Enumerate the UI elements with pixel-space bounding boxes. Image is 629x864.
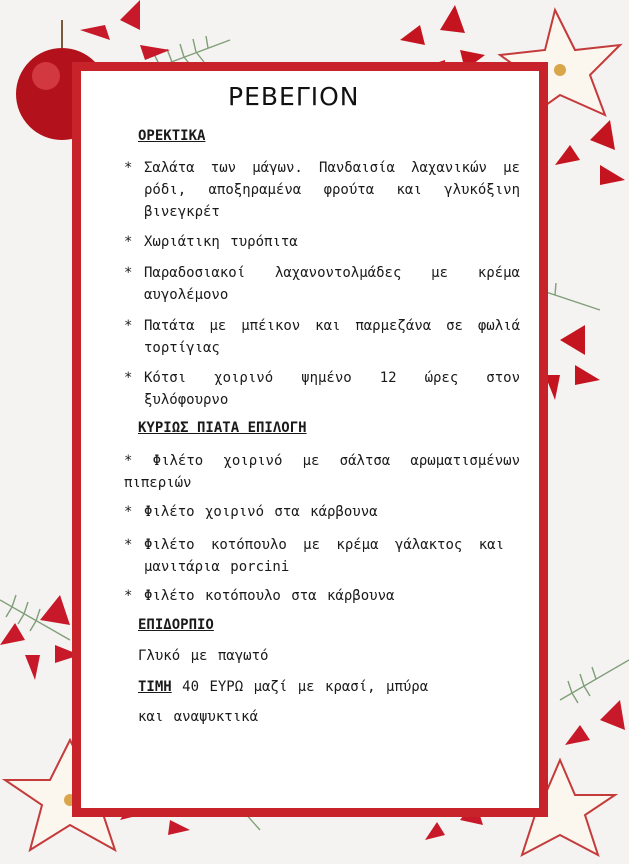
- appetizer-item: * Χωριάτικη τυρόπιτα: [124, 231, 520, 253]
- appetizer-item: * Σαλάτα των μάγων. Πανδαισία λαχανικών με ρόδι, αποξηραμένα φρούτα και γλυκόξινη βινεγκρέτ: [124, 157, 520, 223]
- mains-heading: ΚΥΡΙΩΣ ΠΙΑΤΑ ΕΠΙΛΟΓΗ: [138, 420, 307, 436]
- appetizer-item: * Παραδοσιακοί λαχανοντολμάδες με κρέμα αυγολέμονο: [124, 262, 520, 306]
- bullet-icon: *: [124, 504, 133, 520]
- main-course-item: * Φιλέτο κοτόπουλο με κρέμα γάλακτος και μανιτάρια porcini: [124, 534, 504, 578]
- main-course-item: * Φιλέτο χοιρινό με σάλτσα αρωματισμένων πιπεριών: [124, 453, 520, 491]
- poinsettia-red-top-left: [80, 0, 170, 60]
- price-label: ΤΙΜΗ: [138, 679, 172, 695]
- appetizers-heading: ΟΡΕΚΤΙΚΑ: [138, 128, 206, 144]
- bullet-icon: *: [124, 588, 133, 604]
- bullet-icon: *: [124, 453, 133, 469]
- appetizer-item: * Πατάτα με μπέικον και παρμεζάνα σε φωλιά τορτίγιας: [124, 315, 520, 359]
- price-line-continued: και αναψυκτικά: [138, 709, 259, 725]
- appetizer-item: * Κότσι χοιρινό ψημένο 12 ώρες στον ξυλόφουρνο: [124, 367, 520, 411]
- menu-title: ΡΕΒΕΓΙΟΝ: [228, 82, 360, 111]
- price-text: 40 ΕΥΡΩ μαζί με κρασί, μπύρα: [182, 679, 429, 695]
- main-course-item: * Φιλέτο χοιρινό στα κάρβουνα: [124, 501, 520, 523]
- price-line: [138, 676, 428, 698]
- bullet-icon: *: [124, 370, 133, 386]
- bullet-icon: *: [124, 318, 133, 334]
- bullet-icon: *: [124, 265, 133, 281]
- bullet-icon: *: [124, 234, 133, 250]
- main-course-item: * Φιλέτο κοτόπουλο στα κάρβουνα: [124, 585, 520, 607]
- dessert-item: Γλυκό με παγωτό: [138, 648, 269, 664]
- bullet-icon: *: [124, 537, 133, 553]
- dessert-heading: ΕΠΙΔΟΡΠΙΟ: [138, 617, 214, 633]
- bullet-icon: *: [124, 160, 133, 176]
